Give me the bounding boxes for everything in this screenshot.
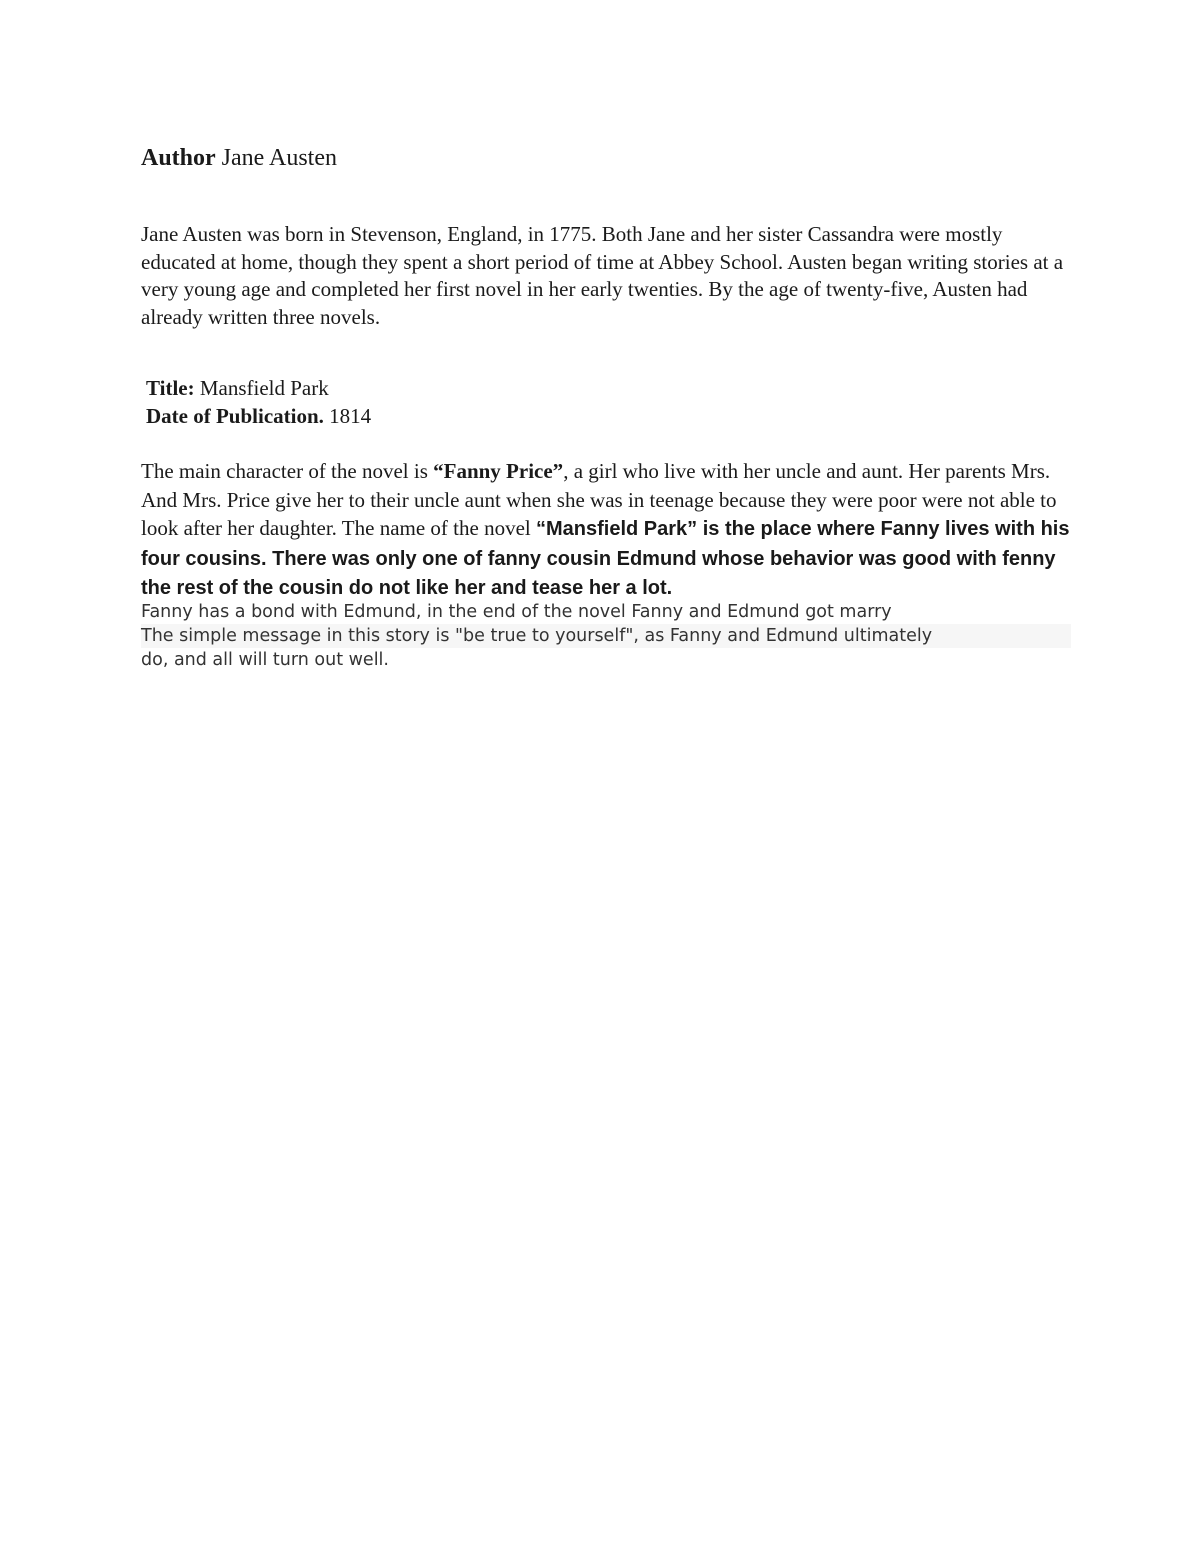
story-ending-paragraph — [141, 600, 1071, 672]
publication-date-label: Date of Publication. — [146, 403, 324, 428]
title-value: Mansfield Park — [199, 376, 329, 400]
author-bio-paragraph: Jane Austen was born in Stevenson, England, in 1775. Both Jane and her sister Cassandra were mostly educated at home, though they spent a short period of time at Abbey School. Austen began writing stories at a very young age and completed her first novel in her early twenties. By the age of twenty-five, Austen had already written three novels. — [141, 222, 1064, 329]
story-text-middle: , a girl who live with her uncle and aunt. Her parents Mrs. And Mrs. Price give her to their uncle aunt when she was in teenage because they were poor were not able to look after her daughter. The name of the novel — [141, 459, 1057, 540]
story-summary-paragraph — [141, 457, 1071, 603]
ending-line-1: Fanny has a bond with Edmund, in the end of the novel Fanny and Edmund got marry — [141, 602, 892, 622]
story-text-bold: “Mansfield Park” is the place where Fanny lives with his four cousins. There was only one of fanny cousin Edmund whose behavior was good with fenny the rest of the cousin do not like her and tease her a lot. — [141, 518, 1070, 599]
title-label: Title: — [146, 376, 195, 400]
author-heading — [141, 143, 337, 173]
story-text-intro: The main character of the novel is — [141, 459, 434, 483]
title-row — [146, 375, 371, 403]
ending-line-3: do, and all will turn out well. — [141, 650, 389, 670]
main-character-name: “Fanny Price” — [433, 459, 564, 483]
ending-line-2: The simple message in this story is "be true to yourself", as Fanny and Edmund ultimately — [141, 624, 1071, 648]
book-meta — [146, 375, 371, 430]
author-name: Jane Austen — [221, 145, 337, 171]
publication-date-row — [146, 403, 371, 431]
publication-date-value: 1814 — [329, 403, 372, 428]
author-label: Author — [141, 145, 216, 171]
